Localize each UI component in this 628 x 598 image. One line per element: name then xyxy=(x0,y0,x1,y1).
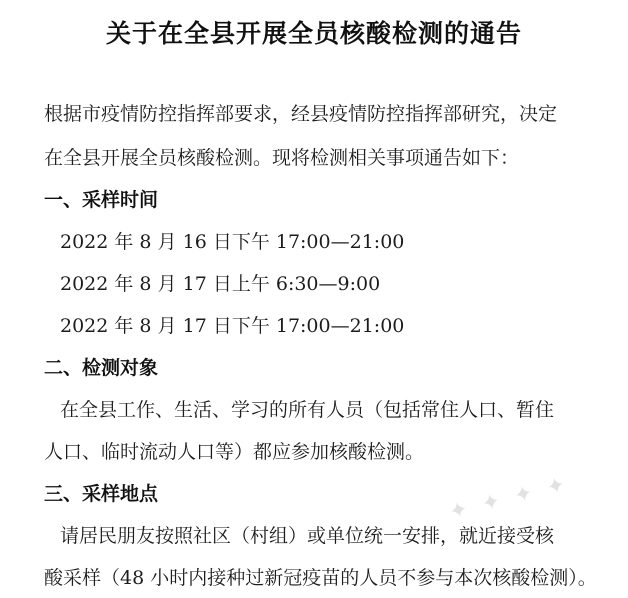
section-1-heading: 一、采样时间 xyxy=(44,189,159,211)
sampling-time-item: 2022 年 8 月 16 日下午 17:00—21:00 xyxy=(60,231,405,253)
section-2-heading: 二、检测对象 xyxy=(44,357,159,379)
section-3-line-1: 请居民朋友按照社区（村组）或单位统一安排，就近接受核 xyxy=(60,525,555,547)
section-3-heading: 三、采样地点 xyxy=(44,483,159,505)
intro-line-2: 在全县开展全员核酸检测。现将检测相关事项通告如下： xyxy=(44,147,520,169)
document-title: 关于在全县开展全员核酸检测的通告 xyxy=(105,19,522,48)
section-2-line-1: 在全县工作、生活、学习的所有人员（包括常住人口、暂住 xyxy=(60,399,555,421)
sampling-time-item: 2022 年 8 月 17 日上午 6:30—9:00 xyxy=(60,273,381,295)
sampling-time-item: 2022 年 8 月 17 日下午 17:00—21:00 xyxy=(60,315,405,337)
intro-line-1: 根据市疫情防控指挥部要求，经县疫情防控指挥部研究，决定 xyxy=(44,103,558,125)
section-3-line-2: 酸采样（48 小时内接种过新冠疫苗的人员不参与本次核酸检测）。 xyxy=(44,567,597,589)
watermark: ✦ ✦ ✦ ✦ xyxy=(446,471,572,526)
section-2-line-2: 人口、临时流动人口等）都应参加核酸检测。 xyxy=(44,441,425,463)
